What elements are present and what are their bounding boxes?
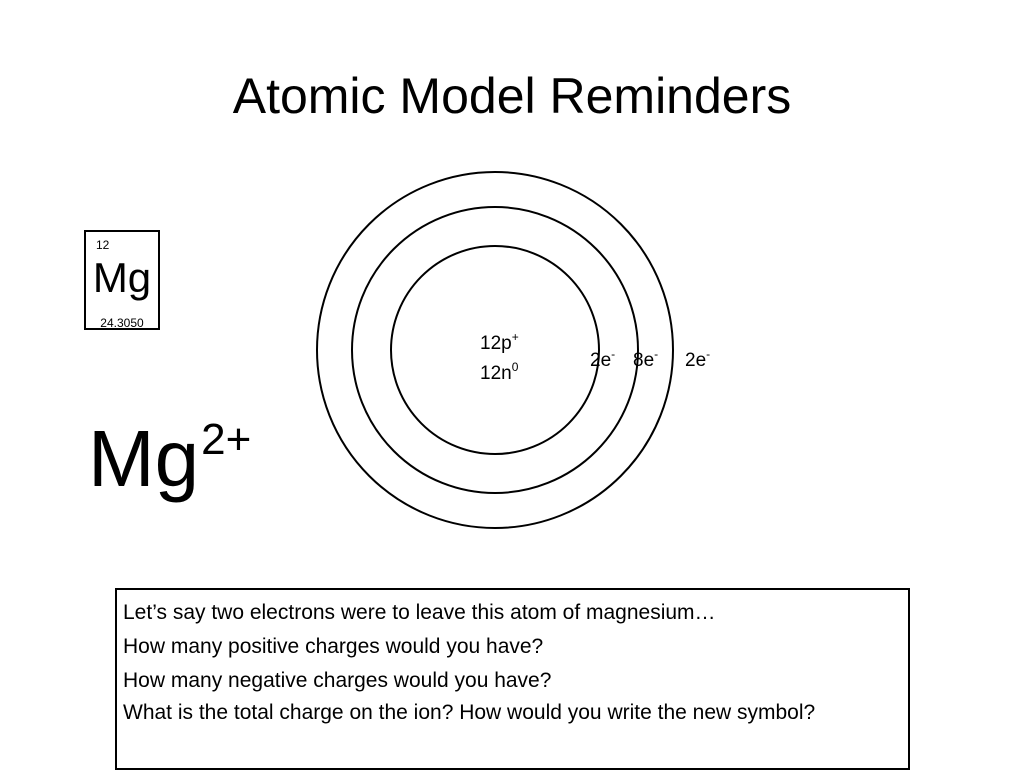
shell-2-electrons-label: 8e- xyxy=(633,347,659,371)
question-intro: Let’s say two electrons were to leave this atom of magnesium… xyxy=(123,601,716,624)
shell-3-electrons-label: 2e- xyxy=(685,347,711,371)
nucleus-neutrons-label: $12n^0$ xyxy=(480,360,519,384)
atomic-mass: 24.3050 xyxy=(100,316,144,330)
nucleus-protons-label: 12p+ xyxy=(480,330,519,354)
question-box xyxy=(115,588,910,770)
question-negative-charges: How many negative charges would you have? xyxy=(123,669,552,692)
page-title: Atomic Model Reminders xyxy=(232,68,792,124)
question-total-charge: What is the total charge on the ion? How would you write the new symbol? xyxy=(123,701,816,724)
element-symbol: Mg xyxy=(92,254,152,301)
question-positive-charges: How many positive charges would you have? xyxy=(123,635,544,658)
atomic-number: 12 xyxy=(96,238,110,252)
ion-charge: 2+ xyxy=(201,415,252,464)
ion-element: Mg xyxy=(88,414,200,503)
shell-1-electrons-label: 2e- xyxy=(590,347,616,371)
